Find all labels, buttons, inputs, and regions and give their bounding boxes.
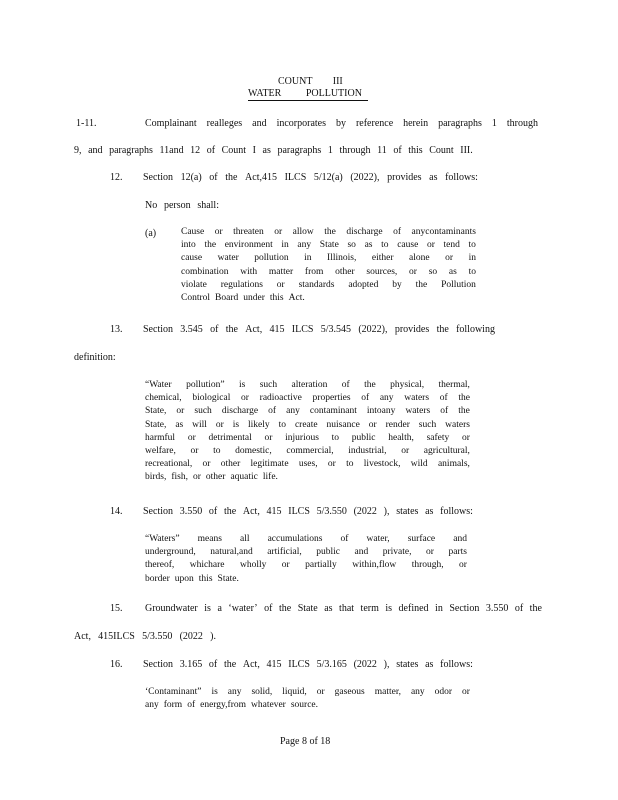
- word: 415: [266, 659, 282, 670]
- block-line: any form of energy,from whatever source.: [145, 700, 319, 711]
- word: that: [339, 603, 355, 614]
- paragraph-number: 1-11.: [76, 118, 97, 129]
- word: (2022: [353, 506, 377, 517]
- word: I: [252, 145, 256, 156]
- word: defined: [398, 603, 429, 614]
- word: Section: [143, 506, 173, 517]
- word: Complainant: [145, 118, 197, 129]
- paragraph-number: 12.: [110, 172, 123, 183]
- word: Count: [429, 145, 454, 156]
- word: of: [264, 603, 273, 614]
- count-heading-text: COUNT III: [278, 76, 343, 87]
- block-line: birds, fish, or other aquatic life.: [145, 472, 278, 483]
- word: 3.550: [485, 603, 509, 614]
- block-line: welfare, or to domestic, commercial, industrial, or agricultural,: [145, 445, 470, 456]
- word: of: [206, 145, 216, 156]
- word: 12: [190, 145, 201, 156]
- word: ILCS: [288, 659, 310, 670]
- word: 11and: [159, 145, 184, 156]
- word: 11: [377, 145, 387, 156]
- word: ILCS: [284, 172, 307, 183]
- word: as: [425, 659, 434, 670]
- word: (2022),: [358, 324, 388, 335]
- word: (2022: [353, 659, 377, 670]
- word: paragraphs: [438, 118, 482, 129]
- word: provides: [394, 324, 430, 335]
- word: (2022: [179, 631, 203, 642]
- word: III.: [460, 145, 473, 156]
- word: of: [514, 603, 524, 614]
- word: by: [335, 118, 346, 129]
- word: State: [297, 603, 318, 614]
- word: the: [223, 659, 237, 670]
- word: of: [209, 172, 218, 183]
- paragraph-line: [145, 118, 538, 130]
- section-12a-block: [181, 226, 476, 305]
- block-line: underground, natural,and artificial, public and private, or parts: [145, 547, 467, 558]
- word: ‘water’: [228, 603, 258, 614]
- word: paragraphs: [277, 145, 322, 156]
- word: 12(a): [180, 172, 202, 183]
- word: states: [396, 506, 419, 517]
- word: the: [529, 603, 542, 614]
- paragraph-line: [143, 659, 473, 671]
- water-pollution-definition: [145, 379, 470, 485]
- word: 3.165: [179, 659, 203, 670]
- no-person-intro: [145, 200, 219, 212]
- block-line: chemical, biological or radioactive properties of any waters of the: [145, 393, 470, 404]
- block-line: State, as will or is likely to create nuisance or render such waters: [145, 419, 470, 430]
- count-subheading-text: WATER POLLUTION: [248, 88, 362, 99]
- word: incorporates: [276, 118, 327, 129]
- block-line: into the environment in any State so as to cause or tend to: [181, 240, 476, 251]
- word: Section: [143, 172, 173, 183]
- word: of: [208, 659, 218, 670]
- block-line: Cause or threaten or allow the discharge of anycontaminants: [181, 227, 476, 237]
- word: and: [88, 145, 103, 156]
- word: 5/3.165: [316, 659, 347, 670]
- paragraph-line: [74, 631, 216, 643]
- block-line: cause water pollution in Illinois, either alone or in: [181, 253, 476, 264]
- word: Act,: [242, 659, 260, 670]
- paragraph-line: definition:: [74, 352, 116, 363]
- word: Groundwater: [145, 603, 198, 614]
- word: realleges: [206, 118, 243, 129]
- paragraph-line: [143, 324, 495, 336]
- word: Act,: [74, 631, 91, 642]
- block-line: violate regulations or standards adopted by the Pollution: [181, 279, 476, 290]
- waters-definition: [145, 533, 467, 586]
- word: the: [225, 172, 238, 183]
- word: ),: [383, 659, 390, 670]
- word: 5/3.550: [316, 506, 347, 517]
- word: 1: [327, 145, 333, 156]
- word: Section: [143, 659, 173, 670]
- word: reference: [355, 118, 394, 129]
- item-label: (a): [145, 228, 157, 239]
- word: the: [278, 603, 292, 614]
- block-line: thereof, whichare wholly or partially within,flow through, or: [145, 560, 467, 571]
- paragraph-number: 14.: [110, 506, 123, 517]
- word: as: [262, 145, 271, 156]
- word: Act,: [245, 324, 263, 335]
- word: of: [393, 145, 402, 156]
- word: 415ILCS: [98, 631, 135, 642]
- word: follows:: [440, 659, 473, 670]
- word: 3.550: [179, 506, 203, 517]
- paragraph-number: 13.: [110, 324, 123, 335]
- word: 3.545: [180, 324, 203, 335]
- block-line: “Water pollution” is such alteration of the physical, thermal,: [145, 380, 470, 390]
- count-heading: [278, 76, 343, 88]
- word: following: [456, 324, 495, 335]
- word: a: [217, 603, 222, 614]
- word: Section: [449, 603, 480, 614]
- block-line: State, or such discharge of any contaminant intoany waters of the: [145, 406, 470, 417]
- word: as: [324, 603, 333, 614]
- word: in: [435, 603, 443, 614]
- word: Act,415: [245, 172, 277, 183]
- block-line: harmful or detrimental or injurious to public health, safety or: [145, 432, 470, 443]
- contaminant-definition: [145, 686, 470, 712]
- word: paragraphs: [109, 145, 153, 156]
- paragraph-line: [143, 172, 478, 184]
- word: 5/12(a): [313, 172, 343, 183]
- word: Section: [143, 324, 173, 335]
- word: 5/3.550: [142, 631, 173, 642]
- block-line: recreational, or other legitimate uses, or to livestock, wild animals,: [145, 459, 470, 470]
- word: ILCS: [288, 506, 310, 517]
- paragraph-number: 15.: [110, 603, 123, 614]
- paragraph-number: 16.: [110, 659, 123, 670]
- count-subheading: [248, 88, 368, 101]
- page-number: Page 8 of 18: [280, 736, 331, 747]
- word: is: [385, 603, 393, 614]
- word: ),: [383, 506, 390, 517]
- word: the: [436, 324, 449, 335]
- word: ILCS: [291, 324, 314, 335]
- word: 1: [491, 118, 497, 129]
- word: the: [225, 324, 238, 335]
- word: follows:: [445, 172, 478, 183]
- word: and: [252, 118, 267, 129]
- word: is: [204, 603, 211, 614]
- word: person: [163, 200, 191, 211]
- word: through: [506, 118, 538, 129]
- block-line: ‘Contaminant” is any solid, liquid, or gaseous matter, any odor or: [145, 687, 470, 697]
- word: 415: [269, 324, 285, 335]
- word: of: [210, 324, 219, 335]
- word: the: [223, 506, 237, 517]
- word: follows:: [440, 506, 473, 517]
- word: 415: [266, 506, 282, 517]
- word: as: [429, 172, 438, 183]
- word: herein: [403, 118, 429, 129]
- paragraph-line: [74, 145, 473, 157]
- paragraph-line: [143, 506, 473, 518]
- word: ).: [210, 631, 216, 642]
- word: as: [425, 506, 434, 517]
- word: of: [208, 506, 218, 517]
- block-line: Control Board under this Act.: [181, 292, 305, 303]
- word: provides: [387, 172, 422, 183]
- paragraph-line: [145, 603, 542, 615]
- block-line: combination with matter from other sources, or so as to: [181, 266, 476, 277]
- word: term: [360, 603, 379, 614]
- word: No: [145, 200, 158, 211]
- block-line: “Waters” means all accumulations of water, surface and: [145, 534, 467, 544]
- word: Act,: [242, 506, 260, 517]
- block-line: border upon this State.: [145, 573, 239, 584]
- word: (2022),: [350, 172, 380, 183]
- word: shall:: [197, 200, 219, 211]
- word: this: [408, 145, 423, 156]
- word: Count: [221, 145, 247, 156]
- word: states: [396, 659, 419, 670]
- word: through: [339, 145, 371, 156]
- word: 5/3.545: [320, 324, 352, 335]
- word: 9,: [74, 145, 82, 156]
